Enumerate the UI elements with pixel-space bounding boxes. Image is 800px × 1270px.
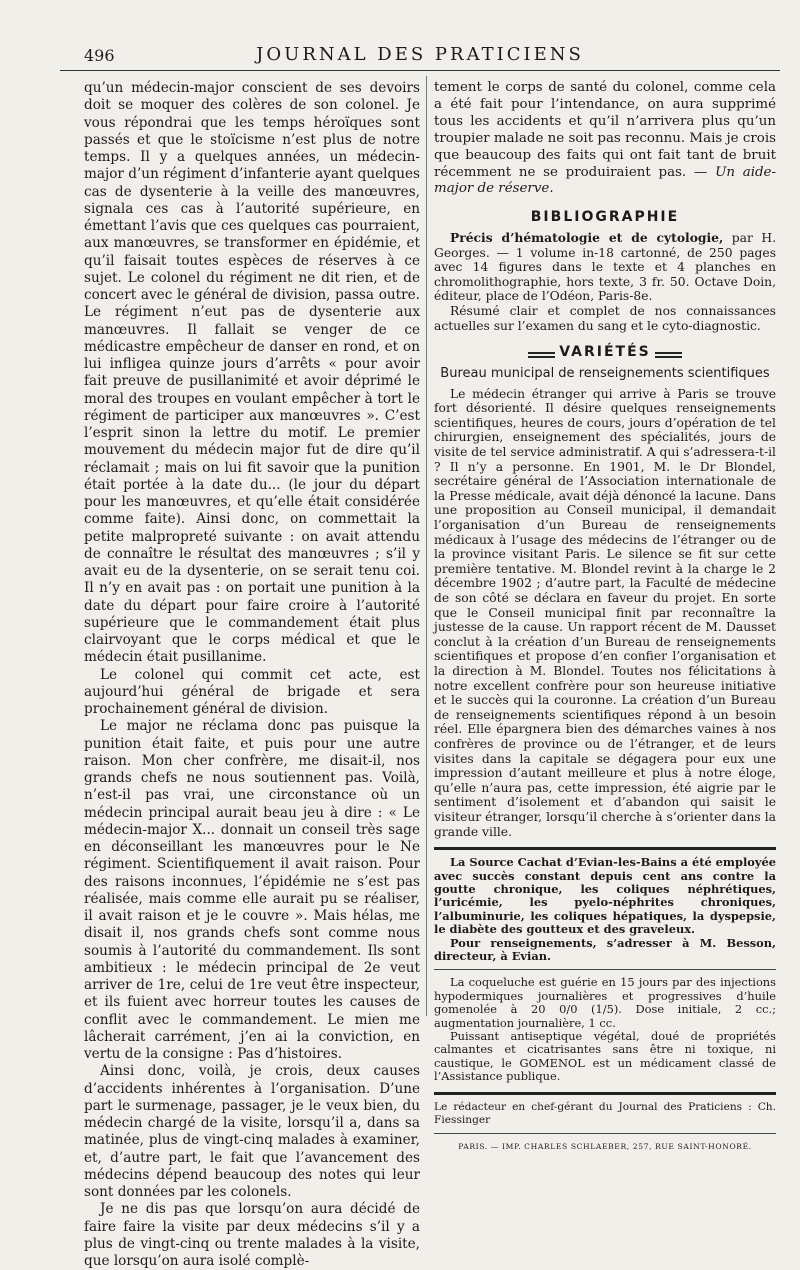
column-divider [426,76,427,1016]
continuation-text: tement le corps de santé du colonel, comme cela a été fait pour l’intendance, on aura supprimé tous les accidents et qu’il n’arrivera plus qu’un troupier malade ne soit pas reconnu. Mais je crois que beaucoup des faits qui ont fait tant de bruit récemment ne se produiraient pas. — [434,80,776,180]
book-details: par H. Georges. — 1 volume in-18 cartonné, de 250 pages avec 14 figures dans le texte et 4 planches en chromolithographie, hors texte, 3 fr. 50. Octave Doin, éditeur, place de l’Odéon, Paris-8e. [434,230,776,304]
bibliographie-heading: BIBLIOGRAPHIE [434,210,776,225]
ad-middle-rule [434,969,776,970]
bureau-subheading: Bureau municipal de renseignements scientifiques [440,365,770,381]
left-paragraph-3: Le major ne réclama donc pas puisque la punition était faite, et puis pour une autre raison. Mon cher confrère, me disait-il, nos grands chefs ne nous soutiennent pas. Voilà, n’est-il pas vrai, une circonstance où un médecin principal aurait beau jeu à dire : « Le médecin-major X... donnait un conseil très sage en déconseillant les manœuvres pour le Ne régiment. Scientifiquement il avait raison. Pour des raisons inconnues, l’épidémie ne s’est pas réalisée, mais comme elle aurait pu se réaliser, il avait raison et je le couvre ». Mais hélas, me disait il, nos grands chefs sont comme nous soumis à l’autorité du commandement. Ils sont ambitieux : le médecin principal de 2e veut arriver de 1re, celui de 1re veut être inspecteur, et ils fuient avec horreur toutes les causes de conflit avec le commandement. Le mien me lâcherait carrément, j’en ai la conviction, en vertu de la consigne : Pas d’histoires. [84,718,420,1062]
left-paragraph-4: Ainsi donc, voilà, je crois, deux causes d’accidents inhérentes à l’organisation. D’une part le surmenage, passager, je le veux bien, du médecin chargé de la visite, lorsqu’il a, dans sa matinée, plus de vingt-cinq malades à examiner, et, d’autre part, le fait que l’avancement des médecins dépend beaucoup des notes qui leur sont données par les colonels. [84,1063,420,1200]
journal-title: JOURNAL DES PRATICIENS [256,44,584,65]
page-header [60,40,780,70]
book-summary: Résumé clair et complet de nos connaissances actuelles sur l’examen du sang et le cyto-diagnostic. [434,303,776,333]
gomenol-ad-1: La coqueluche est guérie en 15 jours par des injections hypodermiques journalières et progressives d’huile gomenolée à 20 0/0 (1/5). Dose initiale, 2 cc.; augmentation journalière, 1 cc. [434,975,776,1030]
varietes-body: Le médecin étranger qui arrive à Paris se trouve fort désorienté. Il désire quelques renseignements scientifiques, heures de cours, jours d’opération de tel chirurgien, enseignement des spécialités, jours de visite de tel service administratif. A qui s’adressera-t-il ? Il n’y a personne. En 1901, M. le Dr Blondel, secrétaire général de l’Association internationale de la Presse médicale, avait déjà dénoncé la lacune. Dans une proposition au Conseil municipal, il demandait l’organisation d’un Bureau de renseignements médicaux à l’usage des médecins de l’étranger ou de la province visitant Paris. Le silence se fit sur cette première tentative. M. Blondel revint à la charge le 2 décembre 1902 ; d’autre part, la Faculté de médecine de son côté se déclara en faveur du projet. En sorte que le Conseil municipal finit par reconnaître la justesse de la cause. Un rapport récent de M. Dausset conclut à la création d’un Bureau de renseignements scientifiques et propose d’en confier l’organisation et la direction à M. Blondel. Toutes nos félicitations à notre excellent confrère pour son heureuse initiative et le succès qui la couronne. La création d’un Bureau de renseignements scientifiques répond à un besoin réel. Elle épargnera bien des démarches vaines à nos confrères de province ou de l’étranger, et de leurs visites dans la capitale se dégagera pour eux une impression d’autant meilleure et plus à notre éloge, qu’elle n’aura pas, cette impression, été aigrie par le sentiment d’isolement et d’abandon qui saisit le visiteur étranger, lorsqu’il cherche à s’orienter dans la grande ville. [434,386,776,839]
header-rule [60,70,780,71]
author-signature: Un aide-major de réserve. [434,164,776,197]
left-paragraph-2: Le colonel qui commit cet acte, est aujourd’hui général de brigade et sera prochainement général de division. [84,666,420,717]
footer-top-rule [434,1092,776,1095]
right-column [434,80,776,1151]
cachat-contact: Pour renseignements, s’adresser à M. Besson, directeur, à Evian. [434,935,776,963]
left-paragraph-1: qu’un médecin-major conscient de ses devoirs doit se moquer des colères de son colonel. Je vous répondrai que les temps héroïques sont passés et que le stoïcisme n’est plus de notre temps. Il y a quelques années, un médecin-major d’un régiment d’infanterie ayant quelques cas de dysenterie à la veille des manœuvres, signala ces cas à l’autorité supérieure, en émettant l’avis que ces quelques cas pourraient, aux manœuvres, se transformer en épidémie, et qu’il faisait toutes espèces de réserves à ce sujet. Le colonel du régiment ne dit rien, et de concert avec le général de division, passa outre. Le régiment n’eut pas de dysenterie aux manœuvres. Il fallait se venger de ce médicastre empêcheur de danser en rond, et on lui infligea quinze jours d’arrêts « pour avoir fait preuve de pusillanimité et avoir déprimé le moral des troupes en voulant empêcher à tort le régiment de participer aux manœuvres ». C’est l’esprit sinon la lettre du motif. Le premier mouvement du médecin major fut de dire qu’il réclamait ; mais on lui fit savoir que la punition était portée à la date du... (le jour du départ pour les manœuvres, et qu’elle était considérée comme faite). Ainsi donc, on commettait la petite malpropreté suivante : on avait attendu de connaître le résultat des manœuvres ; s’il y avait eu de la dysenterie, on se serait tenu coi. Il n’y en avait pas : on portait une punition à la date du départ pour faire croire à l’autorité supérieure que le commandement était plus clairvoyant que le corps médical et que le médecin était pusillanime. [84,80,420,666]
left-paragraph-5: Je ne dis pas que lorsqu’on aura décidé de faire faire la visite par deux médecins s’il y a plus de vingt-cinq ou trente malades à la visite, que lorsqu’on aura isolé complè- [84,1201,420,1269]
footer-bottom-rule [434,1133,776,1134]
gomenol-ad-2: Puissant antiseptique végétal, doué de propriétés calmantes et cicatrisantes sans être ni toxique, ni caustique, le GOMENOL est un médicament classé de l’Assistance publique. [434,1028,776,1084]
redacteur-line: Le rédacteur en chef-gérant du Journal des Praticiens : Ch. Fiessinger [434,1100,776,1126]
varietes-heading: VARIÉTÉS [434,345,776,360]
left-column [84,80,420,1269]
right-lead-paragraph [434,80,776,198]
bibliography-entry [434,231,776,304]
page-number: 496 [84,46,115,65]
ad-top-rule [434,847,776,850]
printer-imprint: PARIS. — IMP. CHARLES SCHLAEBER, 257, RUE SAINT-HONORÉ. [458,1141,752,1151]
book-title: Précis d’hématologie et de cytologie, [450,229,724,245]
cachat-advertisement: La Source Cachat d’Evian-les-Bains a été employée avec succès constant depuis cent ans contre la goutte chronique, les coliques néphrétiques, l’uricémie, les pyelo-néphrites chroniques, l’albuminurie, les coliques hépatiques, la dyspepsie, le diabète des goutteux et des graveleux. [434,855,776,937]
